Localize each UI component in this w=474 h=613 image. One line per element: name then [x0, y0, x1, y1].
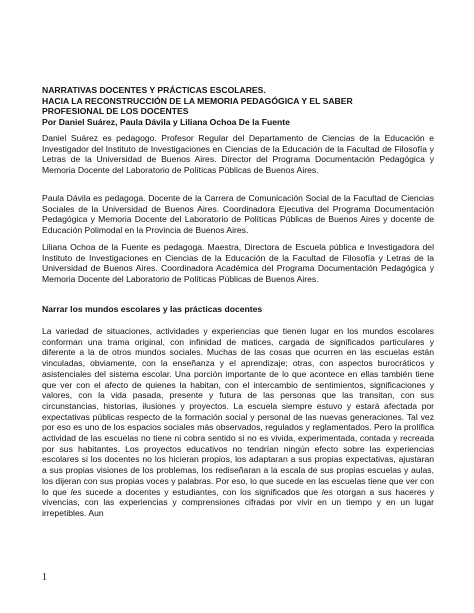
authors-line: Por Daniel Suárez, Paula Dávila y Liliana Ochoa De la Fuente: [42, 116, 290, 127]
body-text-part-3: otorgan a sus haceres y vivencias, con las experiencias y comprensiones cifradas por vivir en un tiempo y en un lugar irrepetibles. Aun: [42, 486, 434, 518]
page-number: 1: [42, 572, 47, 583]
bio-daniel-suarez: Daniel Suárez es pedagogo. Profesor Regular del Departamento de Ciencias de la Educación e Investigador del Instituto de Investigaciones en Ciencias de la Educación de la Facultad de Filosofía y Letras de la Universidad de Buenos Aires. Director del Programa Documentación Pedagógica y Memoria Docente del Laboratorio de Políticas Públicas de Buenos Aires.: [42, 133, 434, 176]
title-line-3: PROFESIONAL DE LOS DOCENTES: [42, 106, 189, 117]
title-line-2: HACIA LA RECONSTRUCCIÓN DE LA MEMORIA PEDAGÓGICA Y EL SABER: [42, 95, 353, 106]
body-emphasis-les-1: les: [70, 486, 82, 497]
body-paragraph: [42, 326, 434, 519]
title-line-1: NARRATIVAS DOCENTES Y PRÁCTICAS ESCOLARES.: [42, 85, 266, 95]
section-heading: Narrar los mundos escolares y las prácticas docentes: [42, 304, 263, 314]
body-text-part-2: sucede a docentes y estudiantes, con los significados que: [81, 486, 322, 497]
body-emphasis-les-2: les: [321, 486, 333, 497]
document-title: [42, 85, 434, 127]
body-text-part-1: La variedad de situaciones, actividades y experiencias que tienen lugar en los mundos escolares conforman una trama original, con infinidad de matices, cargada de significados particulares y diferente a la de otros mundos sociales. Muchas de las cosas que ocurren en las escuelas están vinculadas, obviamente, con la enseñanza y el aprendizaje; otras, con aspectos burocráticos y asistenciales del sistema escolar. Una porción importante de lo que acontece en ellas también tiene que ver con el afecto de quienes la habitan, con el intercambio de sentimientos, significaciones y valores, con la vida pasada, presente y futura de las personas que las transitan, con sus circunstancias, historias, ilusiones y proyectos. La escuela siempre estuvo y estará afectada por expectativas públicas respecto de la formación social y personal de las nuevas generaciones. Tal vez por eso es uno de los espacios sociales más observados, regulados y reglamentados. Pero la prolífica actividad de las escuelas no tiene ni cobra sentido si no es vivida, experimentada, contada y recreada por sus habitantes. Los proyectos educativos no tendrían ningún efecto sobre las experiencias escolares si los docentes no los hicieran propios, los adaptaran a sus propias expectativas, ajustaran a sus propias visiones de los problemas, los rediseñaran a la escala de sus propias escuelas y aulas, los dijeran con sus propias voces y palabras. Por eso, lo que sucede en las escuelas tiene que ver con lo que: [42, 326, 434, 497]
bio-liliana-ochoa: Liliana Ochoa de la Fuente es pedagoga. Maestra, Directora de Escuela pública e Investigadora del Instituto de Investigaciones en Ciencias de la Educación de la Facultad de Filosofía y Letras de la Universidad de Buenos Aires. Coordinadora Académica del Programa Documentación Pedagógica y Memoria Docente del Laboratorio de Políticas Públicas de Buenos Aires.: [42, 242, 434, 285]
bio-paula-davila: Paula Dávila es pedagoga. Docente de la Carrera de Comunicación Social de la Facultad de Ciencias Sociales de la Universidad de Buenos Aires. Coordinadora Ejecutiva del Programa Documentación Pedagógica y Memoria Docente del Laboratorio de Políticas Públicas de Buenos Aires y docente de Educación Polimodal en la Provincia de Buenos Aires.: [42, 193, 434, 236]
